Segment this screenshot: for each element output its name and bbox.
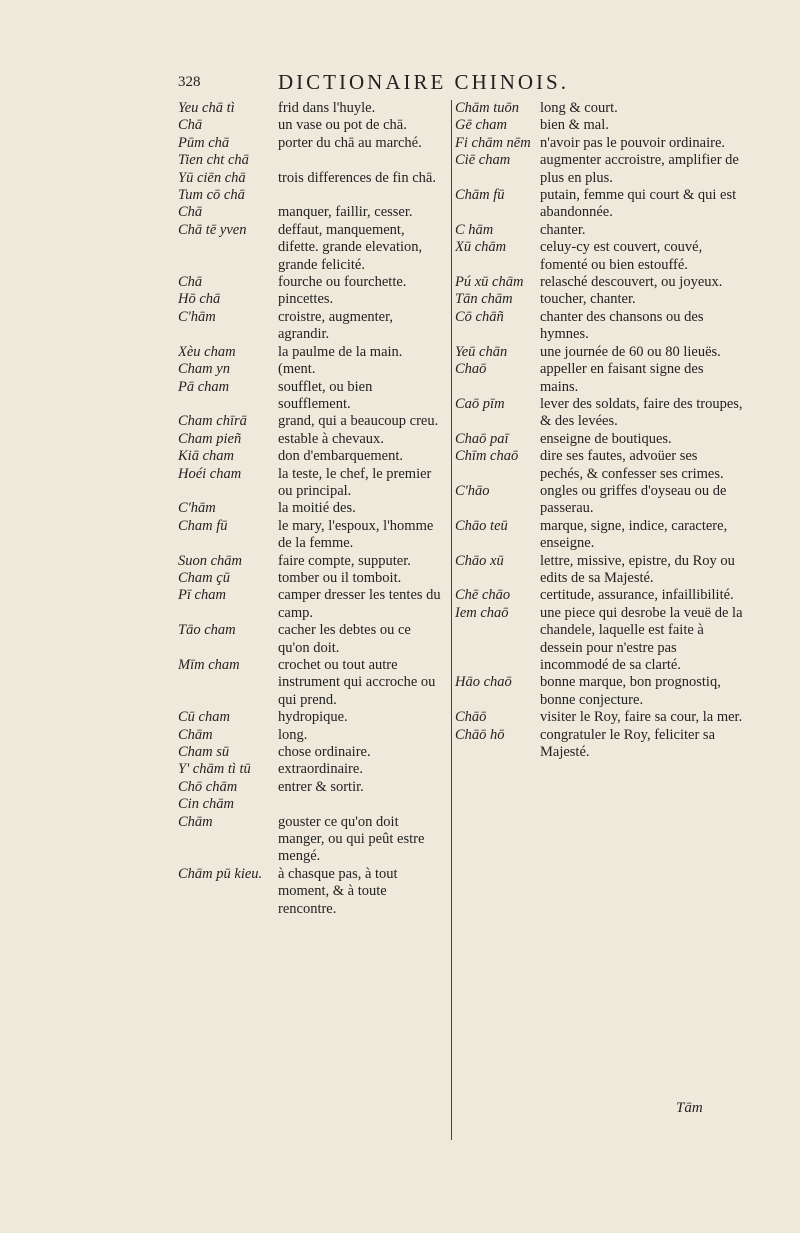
entry-definition: lettre, missive, epistre, du Roy ou edits de sa Majesté.	[540, 552, 735, 586]
entry-term: Cham yn	[178, 361, 230, 378]
entry-term: Hō chā	[178, 291, 221, 308]
entry-definition: lever des soldats, faire des troupes, & des levées.	[540, 395, 743, 430]
entry-definition: à chasque pas, à tout moment, & à toute rencontre.	[278, 865, 398, 917]
entry-definition: croistre, augmenter, agrandir.	[278, 308, 393, 343]
dictionary-entry	[455, 431, 747, 448]
entry-definition: estable à chevaux.	[278, 430, 384, 447]
entry-definition: visiter le Roy, faire sa cour, la mer.	[540, 709, 743, 726]
entry-term: Cō chāñ	[455, 308, 504, 325]
dictionary-entry	[455, 727, 747, 762]
dictionary-entry	[178, 274, 450, 291]
dictionary-entry	[178, 500, 450, 517]
entry-term: Iem chaō	[455, 604, 509, 621]
entry-term: Tien cht chā	[178, 152, 249, 169]
entry-definition: la paulme de la main.	[278, 343, 403, 360]
dictionary-entry	[178, 727, 450, 744]
entry-term: Tān chām	[455, 291, 513, 308]
entry-term: Chām pū kieu.	[178, 865, 263, 882]
entry-definition: bien & mal.	[540, 117, 609, 134]
entry-term: Chām	[178, 726, 213, 743]
entry-term: Chām fū	[455, 187, 505, 204]
entry-definition: long & court.	[540, 100, 618, 116]
dictionary-entry	[455, 448, 747, 483]
dictionary-entry	[178, 135, 450, 152]
entry-definition: ongles ou griffes d'oyseau ou de passerau.	[540, 482, 727, 517]
entry-definition	[278, 152, 450, 169]
dictionary-entry	[178, 448, 450, 465]
entry-term: Chaō	[455, 361, 487, 378]
entry-term: Cham pieñ	[178, 430, 242, 447]
dictionary-entry	[455, 674, 747, 709]
entry-term: Chaō paī	[455, 430, 509, 447]
entry-term: Chē chāo	[455, 587, 511, 604]
entry-definition: don d'embarquement.	[278, 448, 404, 465]
entry-term: Y' chām tì tū	[178, 761, 251, 778]
entry-definition: appeller en faisant signe des mains.	[540, 361, 704, 395]
entry-term: Xū chām	[455, 239, 507, 256]
entry-definition: faire compte, supputer.	[278, 552, 411, 569]
dictionary-entry	[178, 187, 450, 204]
dictionary-entry	[178, 761, 450, 778]
entry-term: Suon chām	[178, 552, 243, 569]
catchword: Tām	[676, 1100, 703, 1116]
left-column	[178, 100, 450, 918]
entry-definition: une journée de 60 ou 80 lieuës.	[540, 343, 721, 360]
entry-term: Mīm cham	[178, 657, 240, 673]
dictionary-entry	[178, 744, 450, 761]
entry-definition: augmenter accroistre, amplifier de plus en plus.	[540, 152, 739, 186]
entry-term: C'hām	[178, 308, 216, 325]
dictionary-entry	[178, 622, 450, 657]
entry-definition: certitude, assurance, infaillibilité.	[540, 587, 734, 604]
dictionary-entry	[178, 553, 450, 570]
entry-definition: toucher, chanter.	[540, 291, 636, 308]
entry-definition	[278, 187, 450, 204]
entry-definition: frid dans l'huyle.	[278, 100, 376, 116]
dictionary-entry	[455, 587, 747, 604]
page-title: DICTIONAIRE CHINOIS.	[278, 70, 569, 94]
dictionary-entry	[178, 796, 450, 813]
entry-term: Yū ciēn chā	[178, 169, 246, 186]
entry-term: Tāo cham	[178, 622, 236, 639]
dictionary-entry	[455, 222, 747, 239]
entry-term: Chīm chaō	[455, 448, 519, 465]
entry-definition: un vase ou pot de chā.	[278, 117, 407, 134]
entry-definition: chose ordinaire.	[278, 744, 371, 761]
dictionary-entry	[178, 814, 450, 866]
dictionary-entry	[178, 518, 450, 553]
column-divider	[451, 100, 452, 1140]
dictionary-entry	[455, 396, 747, 431]
entry-definition: long.	[278, 726, 308, 743]
entry-term: Chām tuōn	[455, 100, 520, 116]
entry-term: Pī cham	[178, 587, 226, 604]
dictionary-entry	[178, 709, 450, 726]
entry-term: Chō chām	[178, 778, 238, 795]
entry-term: Chām	[178, 813, 213, 830]
entry-definition: hydropique.	[278, 709, 348, 726]
entry-definition: chanter.	[540, 221, 586, 238]
dictionary-entry	[178, 152, 450, 169]
entry-term: Pú xū chām	[455, 274, 524, 291]
entry-term: C hām	[455, 221, 494, 238]
entry-term: Gē cham	[455, 117, 507, 134]
dictionary-entry	[178, 309, 450, 344]
entry-definition: bonne marque, bon prognostiq, bonne conjecture.	[540, 674, 721, 708]
entry-term: Xèu cham	[178, 343, 236, 360]
entry-term: Chāo teū	[455, 517, 508, 534]
entry-term: Cham çū	[178, 569, 230, 586]
entry-term: Fi chām nēm	[455, 134, 531, 151]
entry-term: Tum cō chā	[178, 187, 245, 204]
entry-term: Pūm chā	[178, 134, 230, 151]
entry-term: Caō pīm	[455, 395, 505, 412]
entry-definition: la teste, le chef, le premier ou principal.	[278, 465, 432, 499]
dictionary-entry	[455, 361, 747, 396]
dictionary-entry	[455, 309, 747, 344]
entry-definition: fourche ou fourchette.	[278, 274, 407, 291]
dictionary-entry	[178, 117, 450, 134]
dictionary-entry	[455, 135, 747, 152]
dictionary-entry	[178, 100, 450, 117]
dictionary-entry	[178, 657, 450, 709]
entry-definition: putain, femme qui court & qui est abandonnée.	[540, 187, 737, 221]
entry-term: Yeu chā tì	[178, 100, 235, 116]
entry-term: Cin chām	[178, 796, 234, 813]
entry-term: Chā	[178, 204, 203, 221]
dictionary-entry	[178, 361, 450, 378]
page-header	[178, 70, 628, 96]
dictionary-entry	[178, 170, 450, 187]
entry-term: Chā	[178, 274, 203, 291]
entry-definition: trois differences de fin chā.	[278, 169, 436, 186]
entry-term: Cham fū	[178, 517, 228, 534]
dictionary-entry	[178, 204, 450, 221]
entry-term: Chā	[178, 117, 203, 134]
dictionary-entry	[178, 570, 450, 587]
dictionary-entry	[178, 291, 450, 308]
page-number: 328	[178, 74, 201, 90]
entry-definition: crochet ou tout autre instrument qui accroche ou qui prend.	[278, 657, 436, 708]
right-column	[455, 100, 747, 761]
entry-definition: relasché descouvert, ou joyeux.	[540, 274, 723, 291]
dictionary-entry	[178, 413, 450, 430]
dictionary-entry	[455, 605, 747, 675]
entry-term: Yeū chān	[455, 343, 508, 360]
dictionary-entry	[178, 779, 450, 796]
dictionary-entry	[455, 291, 747, 308]
dictionary-entry	[455, 239, 747, 274]
entry-definition: deffaut, manquement, difette. grande elevation, grande felicité.	[278, 221, 423, 273]
entry-definition: manquer, faillir, cesser.	[278, 204, 413, 221]
entry-definition	[278, 796, 450, 813]
entry-definition: tomber ou il tomboit.	[278, 569, 402, 586]
entry-definition: entrer & sortir.	[278, 778, 364, 795]
dictionary-entry	[455, 152, 747, 187]
entry-term: Chāō	[455, 709, 487, 726]
entry-definition: chanter des chansons ou des hymnes.	[540, 308, 704, 343]
entry-definition: gouster ce qu'on doit manger, ou qui peût estre mengé.	[278, 813, 425, 865]
entry-term: Ciē cham	[455, 152, 511, 169]
entry-definition: enseigne de boutiques.	[540, 430, 672, 447]
entry-term: Hoéi cham	[178, 465, 242, 482]
entry-definition: n'avoir pas le pouvoir ordinaire.	[540, 134, 726, 151]
entry-term: C'hāo	[455, 482, 490, 499]
entry-definition: congratuler le Roy, feliciter sa Majesté.	[540, 726, 715, 761]
dictionary-entry	[178, 866, 450, 918]
entry-definition: une piece qui desrobe la veuë de la chandele, laquelle est faite à dessein pour n'estre pas incommodé de sa clarté.	[540, 604, 743, 673]
entry-term: Cham sū	[178, 744, 230, 761]
dictionary-entry	[455, 100, 747, 117]
dictionary-entry	[178, 222, 450, 274]
entry-term: Chāō hō	[455, 726, 505, 743]
entry-term: Chā tē yven	[178, 221, 247, 238]
entry-definition: grand, qui a beaucoup creu.	[278, 413, 439, 430]
entry-definition: pincettes.	[278, 291, 334, 308]
dictionary-entry	[455, 483, 747, 518]
entry-definition: porter du chā au marché.	[278, 134, 422, 151]
entry-definition: celuy-cy est couvert, couvé, fomenté ou bien estouffé.	[540, 239, 703, 273]
entry-definition: (ment.	[278, 361, 316, 378]
entry-definition: camper dresser les tentes du camp.	[278, 587, 441, 621]
dictionary-entry	[455, 553, 747, 588]
entry-term: Cham chīrā	[178, 413, 247, 430]
dictionary-entry	[178, 587, 450, 622]
entry-term: Chāo xū	[455, 552, 504, 569]
dictionary-entry	[455, 518, 747, 553]
dictionary-entry	[178, 466, 450, 501]
dictionary-entry	[178, 431, 450, 448]
entry-definition: cacher les debtes ou ce qu'on doit.	[278, 622, 411, 656]
entry-definition: soufflet, ou bien soufflement.	[278, 378, 373, 412]
dictionary-entry	[178, 379, 450, 414]
entry-term: Cū cham	[178, 709, 230, 726]
entry-term: C'hām	[178, 500, 216, 517]
entry-definition: le mary, l'espoux, l'homme de la femme.	[278, 517, 434, 552]
entry-term: Pā cham	[178, 378, 230, 395]
entry-term: Hāo chaō	[455, 674, 512, 691]
entry-definition: la moitié des.	[278, 500, 356, 517]
entry-term: Kiā cham	[178, 448, 234, 465]
entry-definition: dire ses fautes, advoüer ses pechés, & confesser ses crimes.	[540, 448, 724, 482]
entry-definition: extraordinaire.	[278, 761, 363, 778]
entry-definition: marque, signe, indice, caractere, enseigne.	[540, 517, 728, 552]
dictionary-entry	[178, 344, 450, 361]
dictionary-entry	[455, 117, 747, 134]
dictionary-entry	[455, 709, 747, 726]
dictionary-entry	[455, 274, 747, 291]
dictionary-entry	[455, 344, 747, 361]
dictionary-entry	[455, 187, 747, 222]
